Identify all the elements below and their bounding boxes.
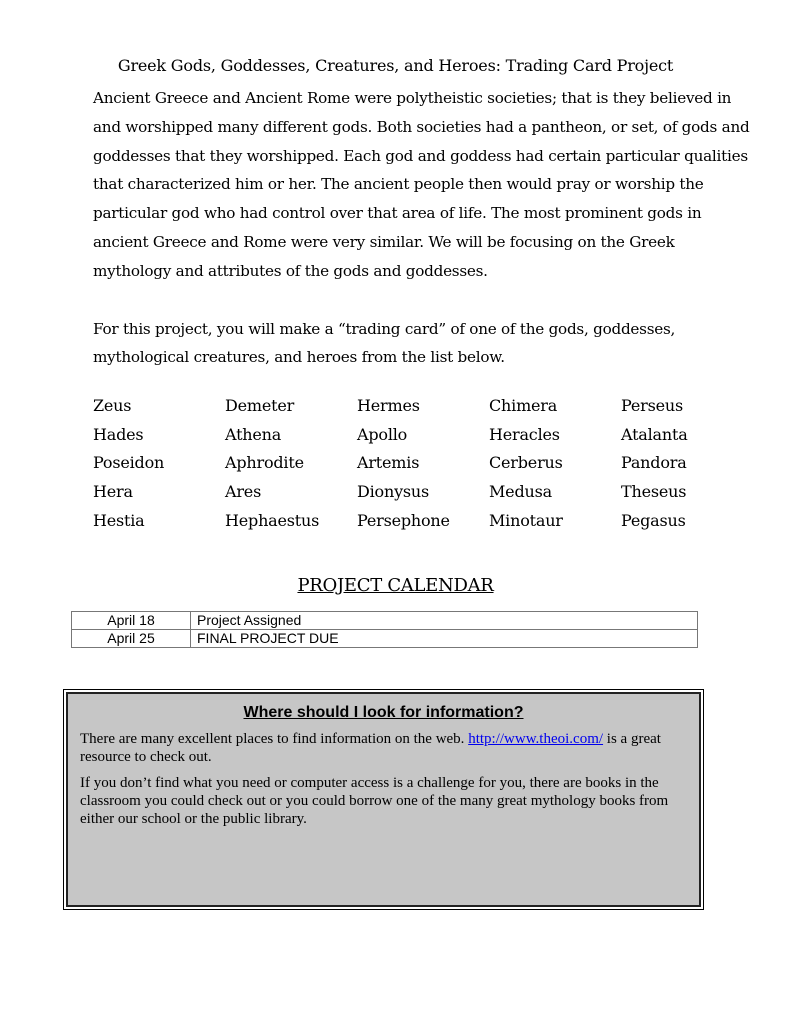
name-item: Zeus	[93, 396, 132, 415]
calendar-event: FINAL PROJECT DUE	[191, 630, 698, 648]
table-row	[72, 612, 698, 630]
calendar-heading: PROJECT CALENDAR	[297, 575, 494, 596]
name-item: Athena	[225, 424, 282, 444]
name-item: Cerberus	[489, 453, 563, 473]
intro-text	[93, 84, 753, 372]
info-paragraph	[80, 730, 687, 766]
name-item: Persephone	[357, 510, 450, 530]
table-row	[72, 630, 698, 648]
name-item: Atalanta	[621, 424, 688, 444]
theoi-link[interactable]: http://www.theoi.com/	[468, 731, 604, 747]
name-item: Hades	[93, 424, 144, 444]
calendar-date: April 18	[72, 612, 191, 630]
info-text: is a great resource to check out.	[80, 731, 661, 765]
info-heading: Where should I look for information?	[243, 704, 524, 721]
calendar-table	[71, 611, 698, 648]
project-instructions: For this project, you will make a “trading card” of one of the gods, goddesses, mythological creatures, and heroes from the list below.	[93, 319, 676, 367]
intro-paragraph: Ancient Greece and Ancient Rome were polytheistic societies; that is they believed in and worshipped many different gods. Both societies had a pantheon, or set, of gods and goddesses that they worshipped. Each god and goddess had certain particular qualities that characterized him or her. The ancient people then would pray or worship the particular god who had control over that area of life. The most prominent gods in ancient Greece and Rome were very similar. We will be focusing on the Greek mythology and attributes of the gods and goddesses.	[93, 89, 750, 280]
name-item: Demeter	[225, 396, 295, 415]
info-box-frame	[63, 689, 704, 910]
name-item: Aphrodite	[225, 453, 304, 473]
name-item: Hestia	[93, 510, 145, 530]
name-item: Hermes	[357, 396, 420, 415]
name-item: Ares	[225, 482, 262, 502]
name-item: Dionysus	[357, 482, 430, 502]
page-title: Greek Gods, Goddesses, Creatures, and Heroes: Trading Card Project	[117, 56, 674, 75]
name-item: Pegasus	[621, 510, 686, 530]
info-box	[66, 692, 701, 907]
name-item: Pandora	[621, 453, 687, 473]
name-item: Chimera	[489, 396, 558, 415]
name-item: Minotaur	[489, 510, 563, 530]
calendar-date: April 25	[72, 630, 191, 648]
info-paragraph: If you don’t find what you need or computer access is a challenge for you, there are books in the classroom you could check out or you could borrow one of the many great mythology books from either our school or the public library.	[80, 775, 669, 827]
info-text: There are many excellent places to find information on the web.	[80, 731, 469, 747]
name-item: Hephaestus	[225, 510, 320, 530]
calendar-event: Project Assigned	[191, 612, 698, 630]
name-item: Apollo	[357, 424, 408, 444]
name-item: Medusa	[489, 482, 552, 502]
name-item: Theseus	[621, 482, 687, 502]
name-item: Perseus	[621, 396, 683, 415]
names-list	[93, 396, 753, 539]
name-item: Heracles	[489, 424, 560, 444]
name-item: Poseidon	[93, 453, 165, 473]
name-item: Artemis	[357, 453, 420, 473]
name-item: Hera	[93, 482, 133, 502]
